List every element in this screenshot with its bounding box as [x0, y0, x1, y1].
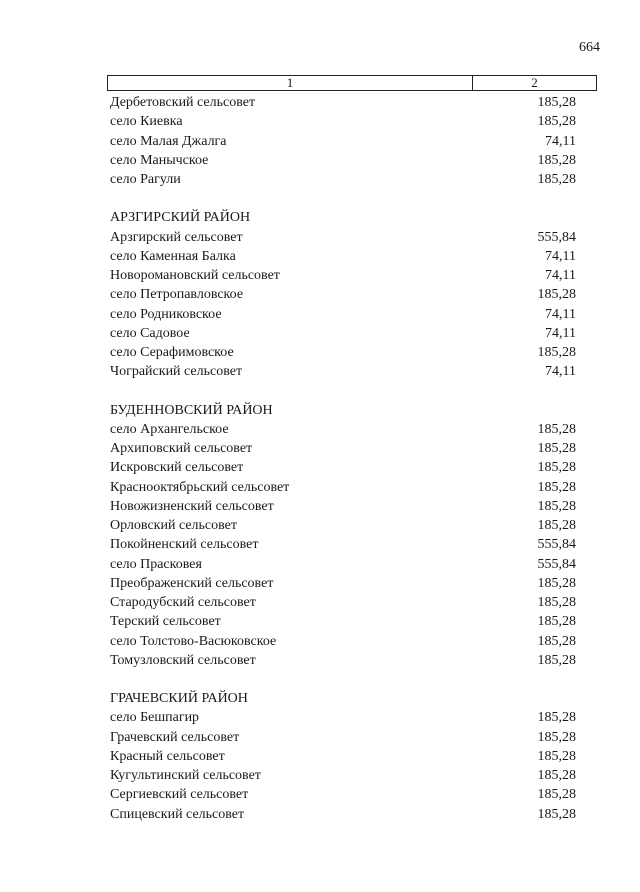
row-name: село Архангельское — [110, 421, 229, 437]
row-name: Покойненский сельсовет — [110, 537, 259, 553]
row-value: 185,28 — [537, 479, 576, 495]
row-value: 185,28 — [537, 114, 576, 130]
row-value: 185,28 — [537, 441, 576, 456]
table-row — [110, 574, 576, 593]
table-row — [110, 266, 576, 285]
row-name: Искровский сельсовет — [110, 460, 244, 476]
table-row — [110, 247, 576, 266]
row-value: 185,28 — [537, 421, 576, 437]
row-value: 185,28 — [537, 768, 576, 783]
row-value: 185,28 — [537, 729, 576, 745]
table-row — [110, 285, 576, 304]
row-name: Стародубский сельсовет — [110, 595, 256, 610]
row-value: 185,28 — [537, 498, 576, 514]
row-name: Арзгирский сельсовет — [110, 229, 243, 245]
row-name: село Бешпагир — [110, 710, 200, 726]
row-name: село Киевка — [110, 114, 183, 130]
row-name: село Манычское — [110, 152, 209, 168]
table-header-col-2: 2 — [531, 75, 538, 90]
row-name: Дербетовский сельсовет — [110, 95, 256, 110]
row-value: 185,28 — [537, 287, 576, 303]
table-row — [110, 439, 576, 458]
row-value: 185,28 — [537, 152, 576, 168]
row-value: 555,84 — [537, 537, 576, 553]
table-row — [110, 151, 576, 170]
table-body — [110, 93, 576, 824]
table-row — [110, 535, 576, 554]
row-name: Спицевский сельсовет — [110, 806, 245, 822]
table-row — [110, 805, 576, 824]
row-value: 185,28 — [537, 95, 576, 110]
row-value: 185,28 — [537, 806, 576, 822]
row-name: Краснооктябрьский сельсовет — [110, 479, 290, 495]
row-value: 185,28 — [537, 460, 576, 476]
row-name: Новожизненский сельсовет — [110, 498, 274, 514]
row-name: село Каменная Балка — [110, 248, 236, 264]
page-number: 664 — [579, 40, 600, 55]
table-row — [110, 785, 576, 804]
row-name: село Рагули — [110, 172, 181, 187]
table-row — [110, 632, 576, 651]
row-value: 185,28 — [537, 710, 576, 726]
row-value: 74,11 — [545, 248, 576, 264]
table-row — [110, 708, 576, 727]
row-name: Терский сельсовет — [110, 614, 221, 630]
row-value: 74,11 — [545, 268, 576, 283]
row-value: 185,28 — [537, 575, 576, 591]
row-name: Архиповский сельсовет — [110, 441, 253, 456]
section-title: АРЗГИРСКИЙ РАЙОН — [110, 210, 251, 226]
row-value: 74,11 — [545, 306, 576, 322]
row-value: 185,28 — [537, 595, 576, 610]
table-row — [110, 497, 576, 516]
table-row — [110, 132, 576, 151]
row-value: 185,28 — [537, 614, 576, 630]
table-row — [110, 343, 576, 362]
row-name: Грачевский сельсовет — [110, 729, 240, 745]
table-row — [110, 170, 576, 189]
table-row — [110, 612, 576, 631]
row-value: 185,28 — [537, 345, 576, 360]
row-name: село Малая Джалга — [110, 133, 227, 149]
table-row — [110, 747, 576, 766]
row-name: Томузловский сельсовет — [110, 652, 256, 668]
table-row — [110, 766, 576, 785]
table-row — [110, 362, 576, 381]
row-name: Красный сельсовет — [110, 748, 225, 764]
row-value: 555,84 — [537, 229, 576, 245]
table-row — [110, 555, 576, 574]
table-row — [110, 478, 576, 497]
table-row — [110, 516, 576, 535]
table-row — [110, 93, 576, 112]
row-name: Новоромановский сельсовет — [110, 268, 280, 283]
table-row — [110, 305, 576, 324]
row-value: 74,11 — [545, 364, 576, 380]
table-row — [110, 420, 576, 439]
row-value: 185,28 — [537, 633, 576, 649]
table-row — [110, 324, 576, 343]
table-row — [110, 728, 576, 747]
row-name: село Петропавловское — [110, 287, 244, 303]
row-name: Сергиевский сельсовет — [110, 787, 249, 803]
row-name: село Родниковское — [110, 306, 222, 322]
table-row — [110, 112, 576, 131]
row-name: село Прасковея — [110, 556, 202, 572]
row-name: Кугультинский сельсовет — [110, 768, 261, 783]
row-value: 185,28 — [537, 787, 576, 803]
row-value: 185,28 — [537, 172, 576, 187]
row-name: Преображенский сельсовет — [110, 575, 274, 591]
row-name: село Серафимовское — [110, 345, 234, 360]
row-value: 185,28 — [537, 652, 576, 668]
row-name: Орловский сельсовет — [110, 518, 237, 533]
row-name: село Толстово-Васюковское — [110, 633, 277, 649]
table-header-col-1: 1 — [108, 76, 473, 90]
row-name: Чограйский сельсовет — [110, 364, 243, 380]
section-title: ГРАЧЕВСКИЙ РАЙОН — [110, 691, 248, 706]
row-value: 555,84 — [537, 556, 576, 572]
table-header — [107, 75, 597, 91]
table-row — [110, 228, 576, 247]
row-value: 185,28 — [537, 748, 576, 764]
table-row — [110, 458, 576, 477]
table-row — [110, 593, 576, 612]
row-value: 185,28 — [537, 518, 576, 533]
row-name: село Садовое — [110, 325, 190, 341]
row-value: 74,11 — [545, 133, 576, 149]
table-row — [110, 651, 576, 670]
row-value: 74,11 — [545, 325, 576, 341]
section-title: БУДЕННОВСКИЙ РАЙОН — [110, 402, 273, 418]
